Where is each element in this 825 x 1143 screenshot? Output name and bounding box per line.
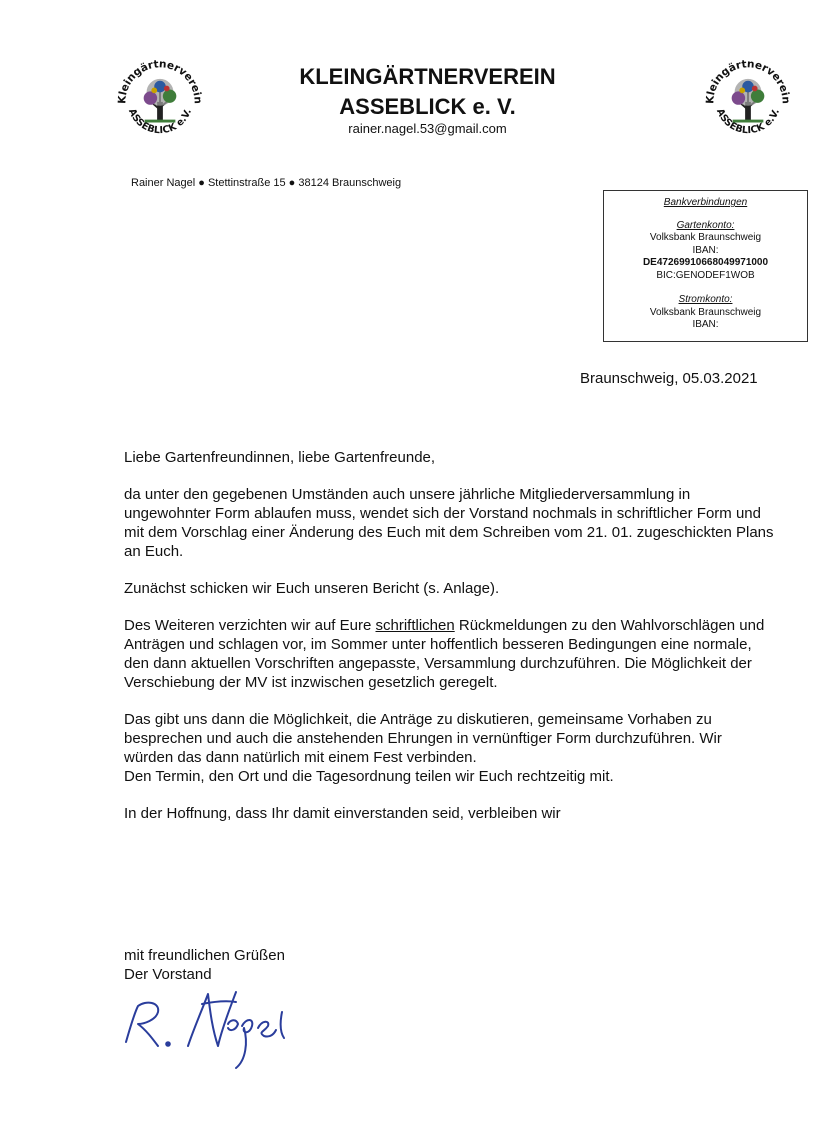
garden-account-label: Gartenkonto: bbox=[676, 219, 735, 231]
sender-address: Rainer Nagel ● Stettinstraße 15 ● 38124 Braunschweig bbox=[131, 177, 402, 189]
closing-greeting: mit freundlichen Grüßen bbox=[124, 947, 285, 964]
power-account-label: Stromkonto: bbox=[678, 294, 733, 305]
paragraph-3-underlined: schriftlichen bbox=[375, 617, 455, 634]
tree-icon bbox=[732, 79, 765, 121]
salutation: Liebe Gartenfreundinnen, liebe Gartenfreunde, bbox=[124, 449, 436, 466]
garden-iban-label: IBAN: bbox=[692, 244, 719, 256]
power-iban-label: IBAN: bbox=[692, 319, 719, 330]
paragraph-2: Zunächst schicken wir Euch unseren Bericht (s. Anlage). bbox=[124, 580, 500, 597]
closing-signatory: Der Vorstand bbox=[124, 966, 212, 983]
club-logo-left bbox=[112, 52, 208, 148]
org-name-line2: ASSEBLICK e. V. bbox=[339, 94, 516, 119]
org-name-line1: KLEINGÄRTNERVEREIN bbox=[299, 64, 556, 89]
org-email: rainer.nagel.53@gmail.com bbox=[348, 121, 507, 136]
paragraph-1: da unter den gegebenen Umständen auch unsere jährliche Mitgliederversammlung in ungewohnter Form ablaufen muss, wendet sich der Vorstand nochmals in schriftlicher Form und mit dem Vorschlag einer Änderung des Euch mit dem Schreiben vom 21. 01. zugeschickten Plans an Euch. bbox=[124, 486, 774, 560]
letter-body bbox=[124, 448, 774, 823]
club-logo-right bbox=[700, 52, 796, 148]
tree-icon bbox=[144, 79, 177, 121]
handwritten-signature bbox=[112, 984, 302, 1074]
paragraph-4b: Den Termin, den Ort und die Tagesordnung teilen wir Euch rechtzeitig mit. bbox=[124, 768, 614, 785]
bank-details-box bbox=[603, 190, 808, 342]
svg-text:ASSEBLICK e.V.: ASSEBLICK e.V. bbox=[713, 107, 782, 137]
garden-bank-name: Volksbank Braunschweig bbox=[649, 232, 762, 243]
paragraph-3-end: Rückmeldungen zu den Wahlvorschlägen und Anträgen und schlagen vor, im Sommer unter hoffentlich besseren Bedingungen eine normale, den dann aktuellen Vorschriften angepasste, Versammlung durchzuführen. Die Möglichkeit der Verschiebung der MV ist inzwischen gesetzlich geregelt. bbox=[124, 617, 765, 691]
svg-text:Kleingärtnerverein: Kleingärtnerverein bbox=[116, 58, 204, 105]
paragraph-3 bbox=[124, 616, 774, 692]
paragraph-4: Das gibt uns dann die Möglichkeit, die Anträge zu diskutieren, gemeinsame Vorhaben zu besprechen und auch die anstehenden Ehrungen in vernünftiger Form durchzuführen. Wir würden das dann natürlich mit einem Fest verbinden. bbox=[124, 711, 722, 766]
org-name bbox=[240, 62, 615, 122]
garden-bic: BIC:GENODEF1WOB bbox=[656, 269, 755, 281]
svg-text:ASSEBLICK e.V.: ASSEBLICK e.V. bbox=[125, 107, 194, 137]
paragraph-3-start: Des Weiteren verzichten wir auf Eure bbox=[124, 617, 376, 634]
garden-iban: DE47269910668049971000 bbox=[642, 257, 769, 268]
closing bbox=[124, 946, 285, 984]
power-bank-name: Volksbank Braunschweig bbox=[649, 306, 762, 318]
paragraph-5: In der Hoffnung, dass Ihr damit einverstanden seid, verbleiben wir bbox=[124, 805, 561, 822]
bank-heading: Bankverbindungen bbox=[663, 197, 748, 208]
svg-text:Kleingärtnerverein: Kleingärtnerverein bbox=[704, 58, 792, 105]
letter-date: Braunschweig, 05.03.2021 bbox=[580, 370, 758, 387]
